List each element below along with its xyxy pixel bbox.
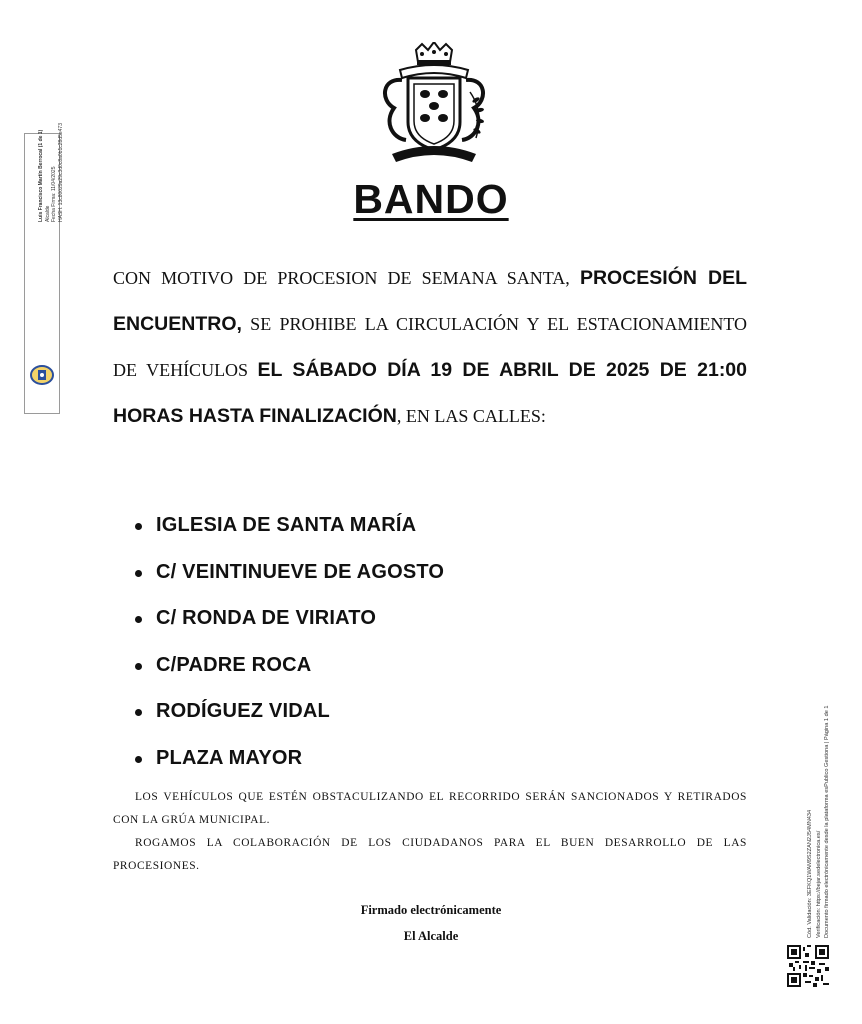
intro-text-2: SE PROHIBE LA CIRCULACIÓN Y EL ESTACIONAMIENTO DE VEHÍCULOS xyxy=(113,314,747,380)
bullet-icon xyxy=(135,663,142,670)
sanction-notice: LOS VEHÍCULOS QUE ESTÉN OBSTACULIZANDO EL RECORRIDO SERÁN SANCIONADOS Y RETIRADOS CON LA GRÚA MUNICIPAL. xyxy=(113,791,747,826)
street-item: PLAZA MAYOR xyxy=(132,740,444,787)
stamp-text: Luis Francisco Martín Berrocal (1 de 1) Alcalde Fecha Firma: 11/04/2025 HASH: 13c80029a29c3d0c8a0b1c28d5e473 xyxy=(38,123,64,222)
event-name: PROCESIÓN DEL ENCUENTRO, xyxy=(113,267,747,335)
bullet-icon xyxy=(135,756,142,763)
street-item: C/ RONDA DE VIRIATO xyxy=(132,600,444,647)
page-title: BANDO xyxy=(353,176,509,222)
coat-of-arms-icon xyxy=(372,42,496,168)
street-item: C/PADRE ROCA xyxy=(132,647,444,694)
seal-logo-icon xyxy=(30,363,54,387)
bullet-icon xyxy=(135,523,142,530)
event-date: EL SÁBADO DÍA 19 DE ABRIL DE 2025 DE 21:00 HORAS HASTA FINALIZACIÓN xyxy=(113,359,747,427)
notice-block xyxy=(113,786,747,878)
street-item: C/ VEINTINUEVE DE AGOSTO xyxy=(132,554,444,601)
bullet-icon xyxy=(135,616,142,623)
street-item: RODÍGUEZ VIDAL xyxy=(132,693,444,740)
intro-text-1: CON MOTIVO DE PROCESION DE SEMANA SANTA, xyxy=(113,268,580,288)
verification-text: Cód. Validación: 3EFKQ1WAM9S2ZAN2J54MN434 Verificación: https://bejar.sedelectronica.es/ Documento firmado electrónicamente desde la plataforma esPublico Gestiona | Página 1 de 1 xyxy=(807,705,830,938)
bullet-icon xyxy=(135,709,142,716)
signature-line: Firmado electrónicamente xyxy=(360,903,502,917)
qr-code-icon xyxy=(787,944,829,988)
intro-text-3: , EN LAS CALLES: xyxy=(396,406,546,426)
bullet-icon xyxy=(135,570,142,577)
street-item: IGLESIA DE SANTA MARÍA xyxy=(132,507,444,554)
intro-paragraph xyxy=(113,255,747,439)
collaboration-request: ROGAMOS LA COLABORACIÓN DE LOS CIUDADANOS PARA EL BUEN DESARROLLO DE LAS PROCESIONES. xyxy=(113,837,747,872)
signer-title: El Alcalde xyxy=(403,929,459,943)
street-list xyxy=(132,507,444,786)
